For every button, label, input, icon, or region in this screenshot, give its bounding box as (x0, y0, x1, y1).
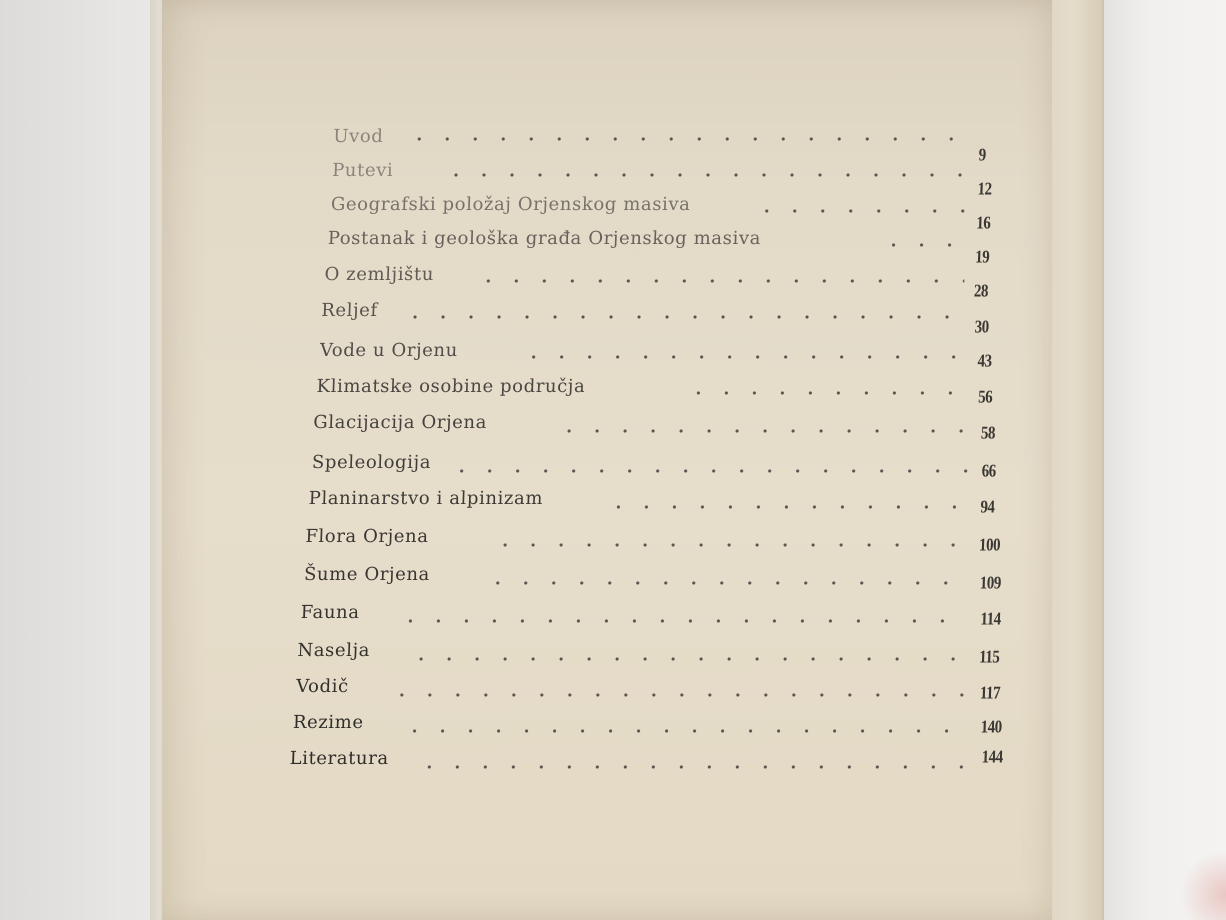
toc-entry (302, 300, 1023, 338)
toc-entry (299, 412, 1020, 446)
toc-entry-page: 9 (978, 146, 987, 166)
toc-entry-leader (442, 168, 972, 182)
toc-entry-page: 43 (977, 352, 992, 372)
toc-entry-page: 100 (978, 536, 1001, 556)
toc-entry (300, 376, 1021, 410)
toc-entry (287, 748, 1008, 782)
toc-entry (292, 602, 1013, 636)
toc-entry (291, 640, 1012, 674)
toc-entry-title: Planinarstvo i alpinizam (308, 488, 544, 509)
toc-entry-page: 144 (981, 748, 1003, 768)
toc-entry-leader (447, 464, 967, 478)
toc-entry-leader (519, 350, 967, 364)
toc-entry-title: Geografski položaj Orjenskog masiva (330, 194, 691, 215)
toc-entry-title: Vode u Orjenu (319, 340, 459, 361)
toc-entry-page: 115 (978, 648, 1000, 668)
toc-entry-title: Postanak i geološka građa Orjenskog masiva (327, 228, 762, 249)
toc-entry-title: Glacijacija Orjena (312, 412, 488, 433)
toc-entry-title: Naselja (297, 640, 371, 661)
toc-entry-leader (604, 500, 966, 514)
toc-entry (304, 264, 1025, 302)
toc-entry-title: Fauna (300, 602, 361, 623)
toc-entry (295, 526, 1016, 560)
toc-entry-page: 28 (973, 282, 989, 302)
toc-entry-title: Flora Orjena (305, 526, 430, 547)
toc-entry-leader (396, 614, 966, 628)
toc-entry-title: Putevi (331, 160, 394, 181)
toc-entry (296, 488, 1017, 522)
toc-entry (289, 676, 1010, 710)
toc-entry (297, 452, 1018, 486)
toc-entry (301, 340, 1022, 374)
toc-entry-leader (415, 760, 967, 774)
toc-entry-title: Šume Orjena (303, 564, 431, 585)
toc-entry-leader (407, 652, 967, 666)
toc-entry-page: 109 (979, 574, 1002, 594)
toc-entry-leader (400, 724, 966, 738)
toc-entry-page: 140 (980, 718, 1003, 738)
toc-entry-leader (474, 274, 964, 288)
toc-entry-title: Literatura (289, 748, 390, 769)
toc-entry (306, 194, 1027, 234)
toc-entry-leader (684, 386, 968, 400)
toc-entry-title: Vodič (295, 676, 350, 697)
toc-entry-leader (491, 538, 967, 552)
toc-entry-leader (401, 310, 967, 324)
toc-entry-page: 12 (977, 180, 992, 200)
toc-entry-page: 114 (980, 610, 1001, 630)
toc-entry (293, 564, 1014, 598)
toc-entry-title: Klimatske osobine područja (316, 376, 586, 397)
toc-entry (309, 126, 1030, 166)
toc-entry-leader (405, 132, 965, 146)
toc-entry-page: 58 (980, 424, 996, 444)
toc-entry-leader (753, 204, 965, 218)
toc-entry-page: 66 (981, 462, 996, 482)
toc-entry (305, 228, 1026, 268)
toc-entry-page: 117 (979, 684, 1001, 704)
toc-entry-leader (388, 688, 966, 702)
table-surface (1100, 0, 1226, 920)
toc-entry-leader (879, 238, 963, 252)
toc-entry-leader (484, 576, 966, 590)
toc-entry-page: 30 (974, 318, 990, 338)
toc-entry (288, 712, 1009, 746)
toc-entry-page: 94 (980, 498, 995, 518)
toc-entry (307, 160, 1028, 200)
toc-entry-page: 56 (977, 388, 993, 408)
toc-entry-title: Reljef (320, 300, 379, 321)
toc-entry-title: Speleologija (311, 452, 432, 473)
toc-entry-page: 19 (974, 248, 990, 268)
toc-entry-leader (555, 424, 967, 438)
toc-entry-title: Rezime (292, 712, 365, 733)
toc-entry-title: O zemljištu (324, 264, 435, 285)
table-of-contents (287, 118, 1040, 778)
toc-entry-page: 16 (975, 214, 991, 234)
toc-entry-title: Uvod (332, 126, 384, 147)
